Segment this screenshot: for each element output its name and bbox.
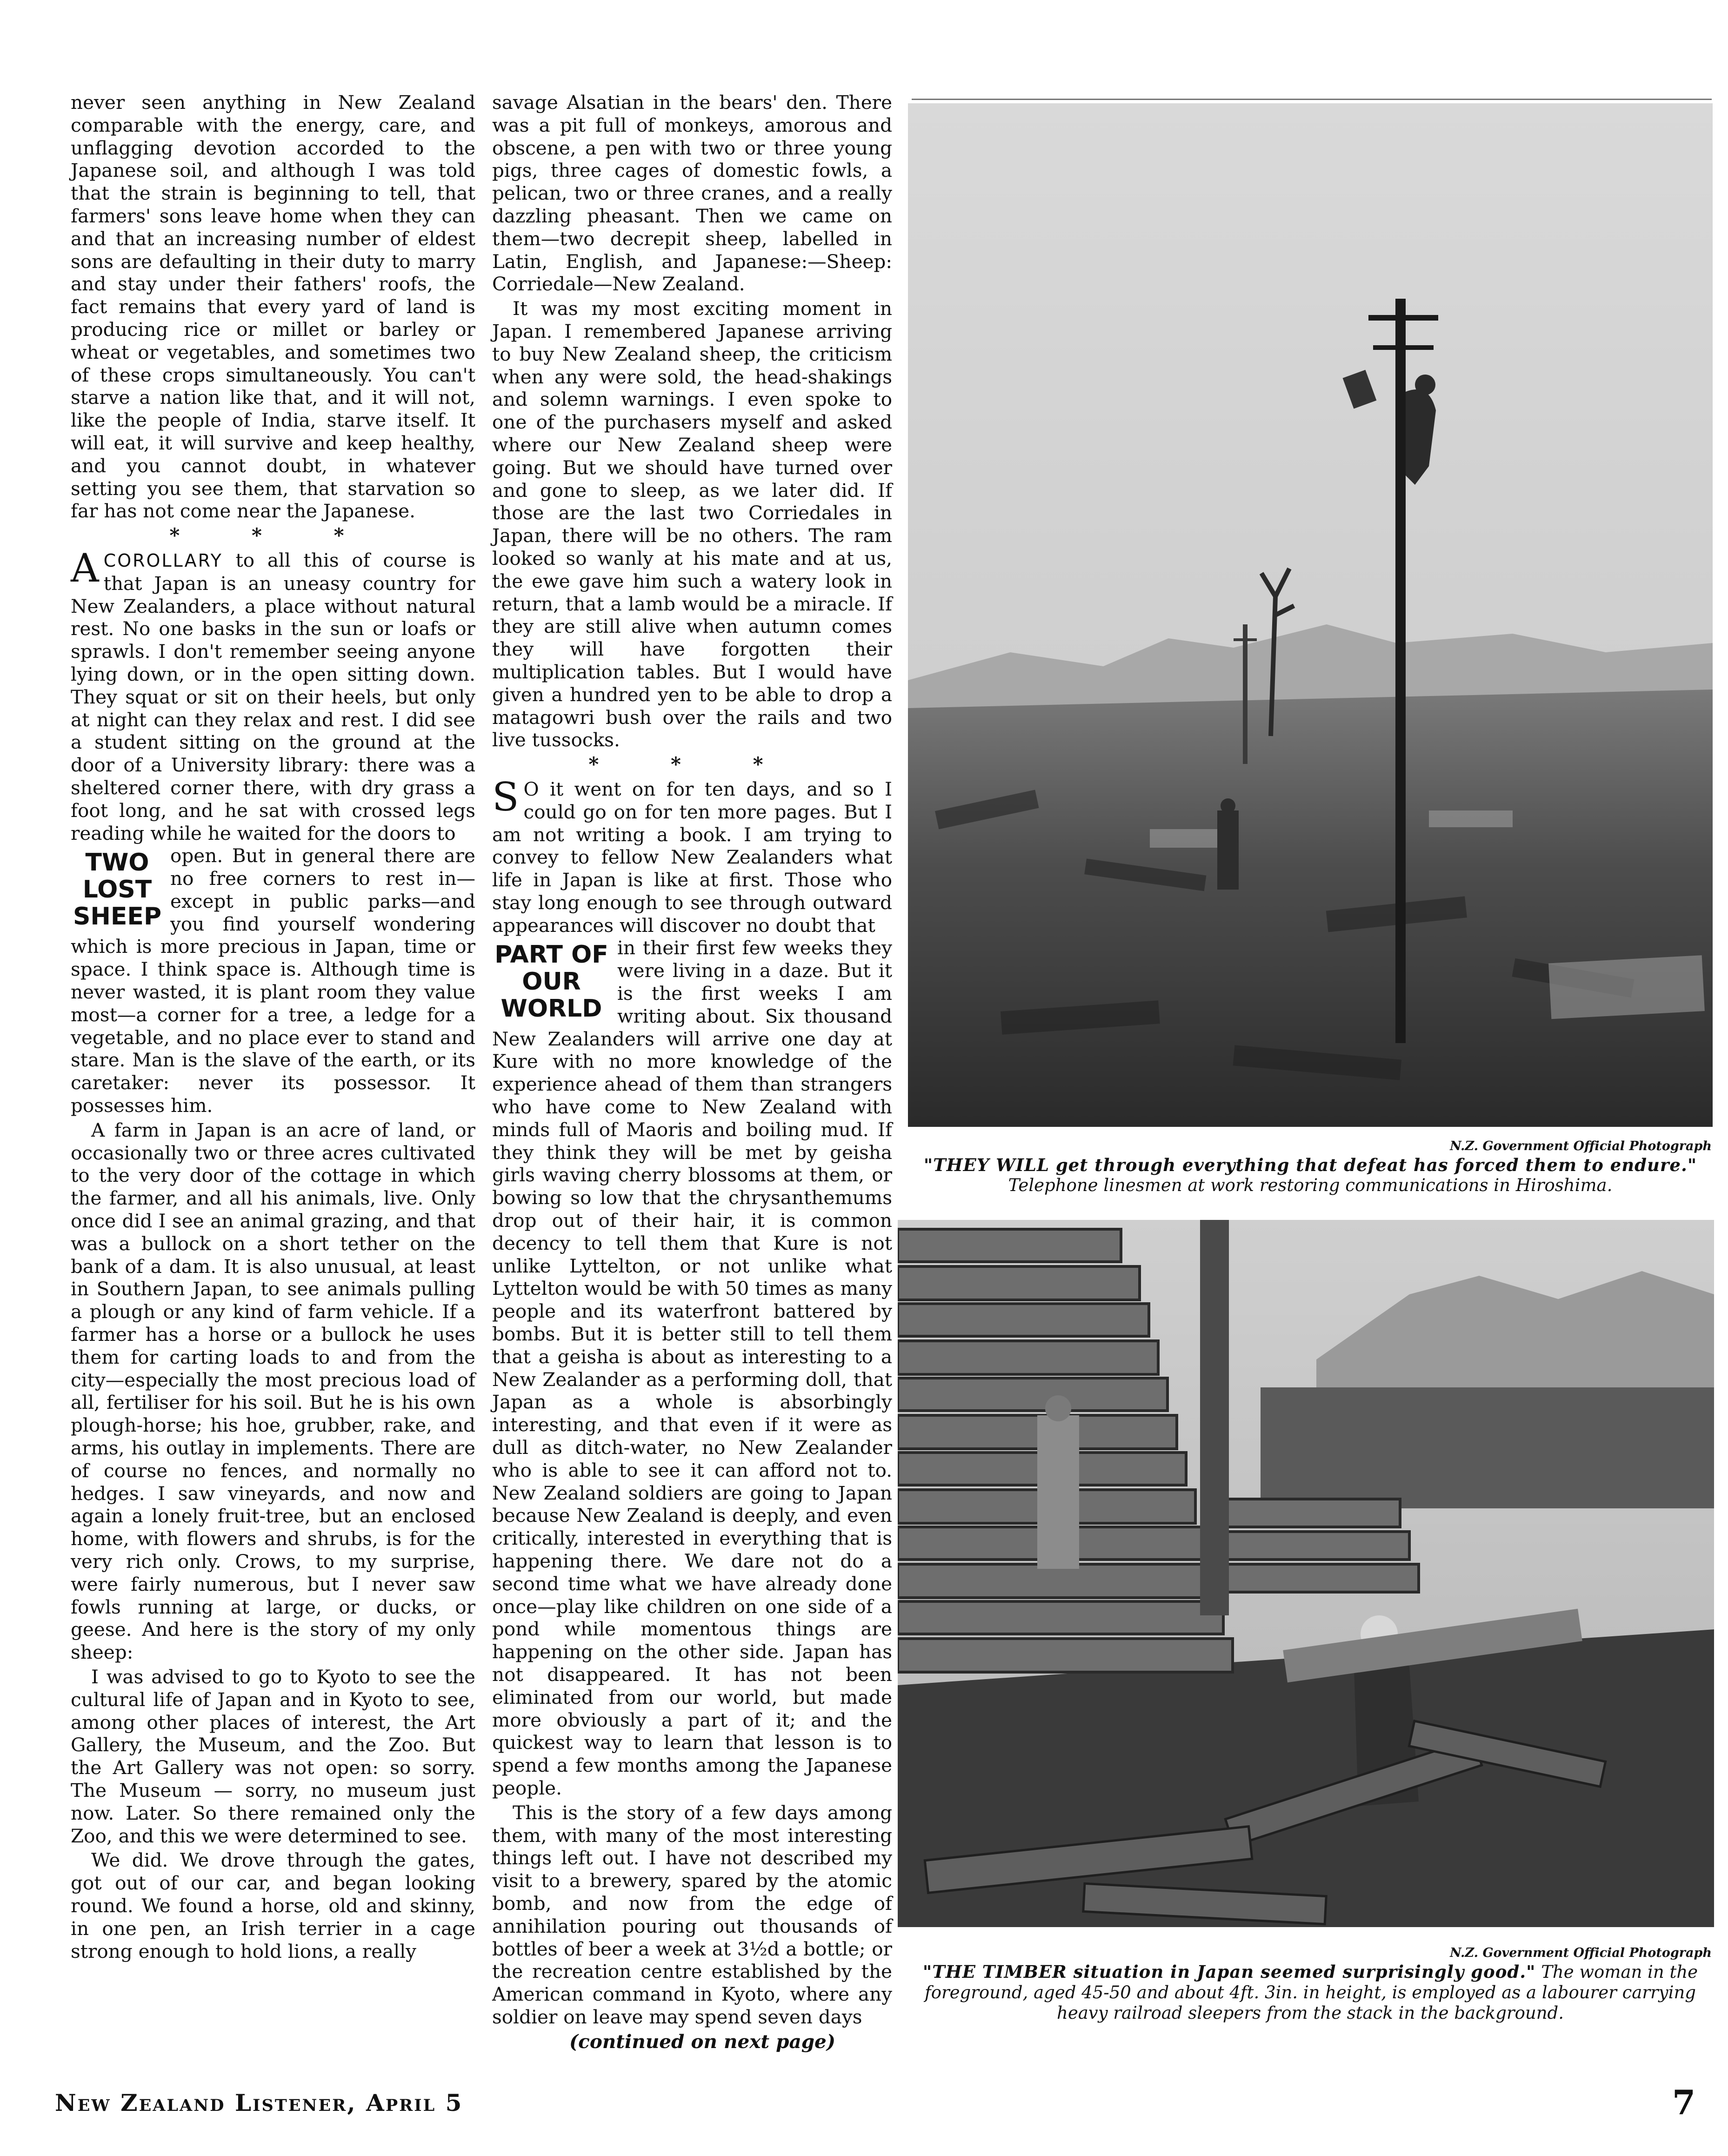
paragraph-text: O it went on for ten days, and so I could go on for ten more pages. But I am not writing a book. I am trying to convey to fellow New Zealanders what life in Japan is like at first. Those who stay long enough to see through outward appearances will discover no doubt that (492, 777, 892, 937)
drop-cap: S (492, 774, 519, 820)
paragraph-text: to all this of course is that Japan is an uneasy country for New Zealanders, a place without natural rest. No one basks in the sun or loafs or sprawls. I don't remember seeing anyone lying down, or in the open sitting down. They squat or sit on their heels, but only at night can they relax and rest. I did see a student sitting on the ground at the door of a University library: there was a sheltered corner there, with dry grass a foot long, and he sat with crossed legs reading while he waited for the doors to (71, 549, 476, 844)
caption-quote: "THEY WILL get through everything that defeat has forced them to endure." (923, 1155, 1697, 1175)
paragraph: This is the story of a few days among them, with many of the most interesting things left out. I have not described my visit to a brewery, spared by the atomic bomb, and now from the edge of annihilation pouring out thousands of bottles of beer a week at 3½d a bottle; or the recreation centre established by the American command in Kyoto, where any soldier on leave may spend seven days (492, 1801, 892, 2028)
section-break: * * * (588, 753, 796, 776)
heading-line: OUR (522, 968, 581, 996)
section-break: * * * (169, 524, 377, 547)
page-folio: New Zealand Listener, April 5 (55, 2089, 463, 2116)
page-number: 7 (1672, 2082, 1696, 2122)
paragraph-text: in their first few weeks they were living in a daze. But it is the first weeks I am writing about. Six thousand New Zealanders will arrive one day at Kure with no more knowledge of the experience ahead of them than strangers who have come to New Zealand with minds full of Maoris and boiling mud. If they think they will be met by geisha girls waving cherry blossoms at them, or bowing so low that the chrysanthemums drop out of their hair, it is common decency to tell them that Kure is not unlike Lyttelton, or not unlike what Lyttelton would be with 50 times as many people and its waterfront battered by bombs. But it is better still to tell them that a geisha is about as interesting to a New Zealander as a performing doll, that Japan as a whole is absorbingly interesting, and that even if it were as dull as ditch-water, no New Zealander who is able to see it can afford not to. New Zealand soldiers are going to Japan because New Zealand is deeply, and even critically, interested in everything that is happening there. We dare not do a second time what we have already done once—play like children on one side of a pond while momentous things are happening on the other side. Japan has not disappeared. It has not been eliminated from our world, but made more obviously a part of it; and the quickest way to learn that lesson is to spend a few months among the Japanese people. (492, 937, 892, 1799)
section-heading-part-of-our-world (492, 941, 611, 1022)
paragraph: It was my most exciting moment in Japan. I remembered Japanese arriving to buy New Zealand sheep, the criticism when any were sold, the head-shakings and solemn warnings. I even spoke to one of the purchasers myself and asked where our New Zealand sheep were going. But we should have turned over and gone to sleep, as we later did. If those are the last two Corriedales in Japan, there will be no others. The ram looked so wanly at his mate and at us, the ewe gave him such a watery look in return, that a lamb would be a miracle. If they are still alive when autumn comes they will have forgotten their multiplication tables. But I would have given a hundred yen to be able to drop a matagowri bush over the rails and two live tussocks. (492, 297, 892, 751)
article-column-1 (71, 91, 475, 1962)
photo-timber-labourer (898, 1220, 1714, 1927)
section-heading-two-lost-sheep (71, 849, 164, 930)
caption-text: Telephone linesmen at work restoring communications in Hiroshima. (1008, 1175, 1613, 1195)
paragraph: We did. We drove through the gates, got out of our car, and began looking round. We found a horse, old and skinny, in one pen, an Irish terrier in a cage strong enough to hold lions, a really (71, 1849, 475, 1962)
drop-cap: A (71, 545, 99, 591)
caption-quote: "THE TIMBER situation in Japan seemed surprisingly good." (922, 1962, 1536, 1982)
paragraph: never seen anything in New Zealand comparable with the energy, care, and unflagging devotion accorded to the Japanese soil, and although I was told that the strain is beginning to tell, that farmers' sons leave home when they can and that an increasing number of eldest sons are defaulting in their duty to marry and stay under their fathers' roofs, the fact remains that every yard of land is producing rice or millet or barley or wheat or vegetables, and sometimes two of these crops simultaneously. You can't starve a nation like that, and it will not, like the people of India, starve itself. It will eat, it will survive and keep healthy, and you cannot doubt, in whatever setting you see them, that starvation so far has not come near the Japanese. (71, 91, 475, 522)
photo-credit: N.Z. Government Official Photograph (1450, 1946, 1712, 1960)
paragraph (492, 937, 892, 1799)
paragraph-text: open. But in general there are no free corners to rest in—except in public parks—and you find yourself wondering which is more precious in Japan, time or space. I think space is. Although time is never wasted, it is plant room they value most—a corner for a tree, a ledge for a vegetable, and no place ever to stand and stare. Man is the slave of the earth, or its caretaker: never its possessor. It possesses him. (71, 844, 475, 1117)
photo-caption (908, 1962, 1713, 2023)
heading-line: TWO (85, 849, 149, 877)
paragraph (492, 774, 892, 937)
heading-line: LOST (82, 876, 152, 904)
photo-credit: N.Z. Government Official Photograph (1450, 1139, 1712, 1153)
photo-timber-image (898, 1220, 1714, 1927)
lead-in-caps: COROLLARY (103, 550, 223, 571)
caption-text: The woman in the foreground, aged 45-50 and about 4ft. 3in. in height, is employed as a labourer carrying heavy railroad sleepers from the stack in the background. (925, 1962, 1698, 2023)
photo-caption (908, 1155, 1713, 1196)
heading-line: WORLD (500, 995, 602, 1023)
paragraph: I was advised to go to Kyoto to see the cultural life of Japan and in Kyoto to see, among other places of interest, the Art Gallery, the Museum, and the Zoo. But the Art Gallery was not open: so sorry. The Museum — sorry, no museum just now. Later. So there remained only the Zoo, and this we were determined to see. (71, 1665, 475, 1847)
heading-line: SHEEP (73, 903, 162, 931)
photo-hiroshima-image (908, 103, 1713, 1127)
photo-top-rule (912, 99, 1712, 100)
paragraph: A farm in Japan is an acre of land, or occasionally two or three acres cultivated to the very door of the cottage in which the farmer, and all his animals, live. Only once did I see an animal grazing, and that was a bullock on a short tether on the bank of a dam. It is also unusual, at least in Southern Japan, to see animals pulling a plough or any kind of farm vehicle. If a farmer has a horse or a bullock he uses them for carting loads to and from the city—especially the most precious load of all, fertiliser for his soil. But he is his own plough-horse; his hoe, grubber, rake, and arms, his outlay in implements. There are of course no fences, and normally no hedges. I saw vineyards, and now and again a lonely fruit-tree, but an enclosed home, with flowers and shrubs, is for the very rich only. Crows, to my surprise, were fairly numerous, but I never saw fowls running at large, or ducks, or geese. And here is the story of my only sheep: (71, 1118, 475, 1664)
photo-hiroshima-linesmen (908, 103, 1713, 1127)
heading-line: PART OF (494, 941, 608, 969)
paragraph (71, 844, 475, 1117)
article-column-2 (492, 91, 892, 2053)
paragraph (71, 545, 476, 844)
continued-note: (continued on next page) (569, 2030, 835, 2053)
paragraph: savage Alsatian in the bears' den. There was a pit full of monkeys, amorous and obscene, a pen with two or three young pigs, three cages of domestic fowls, a pelican, two or three cranes, and a really dazzling pheasant. Then we came on them—two decrepit sheep, labelled in Latin, English, and Japanese:—Sheep: Corriedale—New Zealand. (492, 91, 892, 295)
